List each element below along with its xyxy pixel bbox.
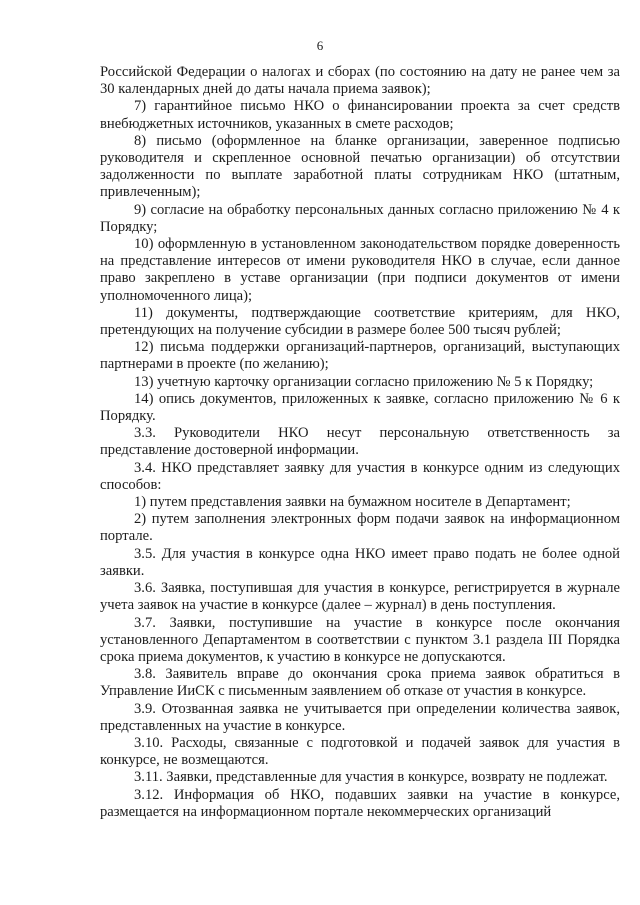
paragraph: 3.5. Для участия в конкурсе одна НКО имеет право подать не более одной заявки. [100,545,620,579]
paragraph: 3.3. Руководители НКО несут персональную ответственность за представление достоверной информации. [100,425,620,459]
paragraph: 3.11. Заявки, представленные для участия в конкурсе, возврату не подлежат. [134,769,608,786]
paragraph: 11) документы, подтверждающие соответствие критериям, для НКО, претендующих на получение субсидии в размере более 500 тысяч рублей; [100,304,620,339]
paragraph: Российской Федерации о налогах и сборах (по состоянию на дату не ранее чем за 30 календарных дней до даты начала приема заявок); [100,64,620,98]
paragraph: 3.9. Отозванная заявка не учитывается при определении количества заявок, представленных на участие в конкурсе. [100,700,620,734]
paragraph: 3.7. Заявки, поступившие на участие в конкурсе после окончания установленного Департаментом в соответствии с пунктом 3.1 раздела III Порядка срока приема документов, к участию в конкурсе не допускаются. [100,614,620,665]
paragraph: 3.8. Заявитель вправе до окончания срока приема заявок обратиться в Управление ИиСК с письменным заявлением об отказе от участия в конкурсе. [100,666,620,700]
paragraph: 3.4. НКО представляет заявку для участия в конкурсе одним из следующих способов: [100,459,620,493]
document-body [100,64,620,821]
paragraph: 3.12. Информация об НКО, подавших заявки на участие в конкурсе, размещается на информационном портале некоммерческих организаций [100,786,620,820]
paragraph: 7) гарантийное письмо НКО о финансировании проекта за счет средств внебюджетных источников, указанных в смете расходов; [100,98,620,132]
paragraph: 1) путем представления заявки на бумажном носителе в Департамент; [134,494,571,511]
paragraph: 10) оформленную в установленном законодательством порядке доверенность на представление интересов от имени руководителя НКО в случае, если данное право закреплено в уставе организации (при подписи документов от имени уполномоченного лица); [100,236,620,304]
paragraph: 3.10. Расходы, связанные с подготовкой и подачей заявок для участия в конкурсе, не возмещаются. [100,734,620,769]
paragraph: 13) учетную карточку организации согласно приложению № 5 к Порядку; [134,373,594,390]
paragraph: 8) письмо (оформленное на бланке организации, заверенное подписью руководителя и скрепленное основной печатью организации) об отсутствии задолженности по выплате заработной платы сотрудникам НКО (штатным, привлеченным); [100,132,620,201]
paragraph: 3.6. Заявка, поступившая для участия в конкурсе, регистрируется в журнале учета заявок на участие в конкурсе (далее – журнал) в день поступления. [100,580,620,614]
paragraph: 12) письма поддержки организаций-партнеров, организаций, выступающих партнерами в проекте (по желанию); [100,339,620,373]
page-number: 6 [316,38,324,53]
paragraph: 2) путем заполнения электронных форм подачи заявок на информационном портале. [100,511,620,545]
paragraph: 9) согласие на обработку персональных данных согласно приложению № 4 к Порядку; [100,201,620,235]
paragraph: 14) опись документов, приложенных к заявке, согласно приложению № 6 к Порядку. [100,390,620,425]
